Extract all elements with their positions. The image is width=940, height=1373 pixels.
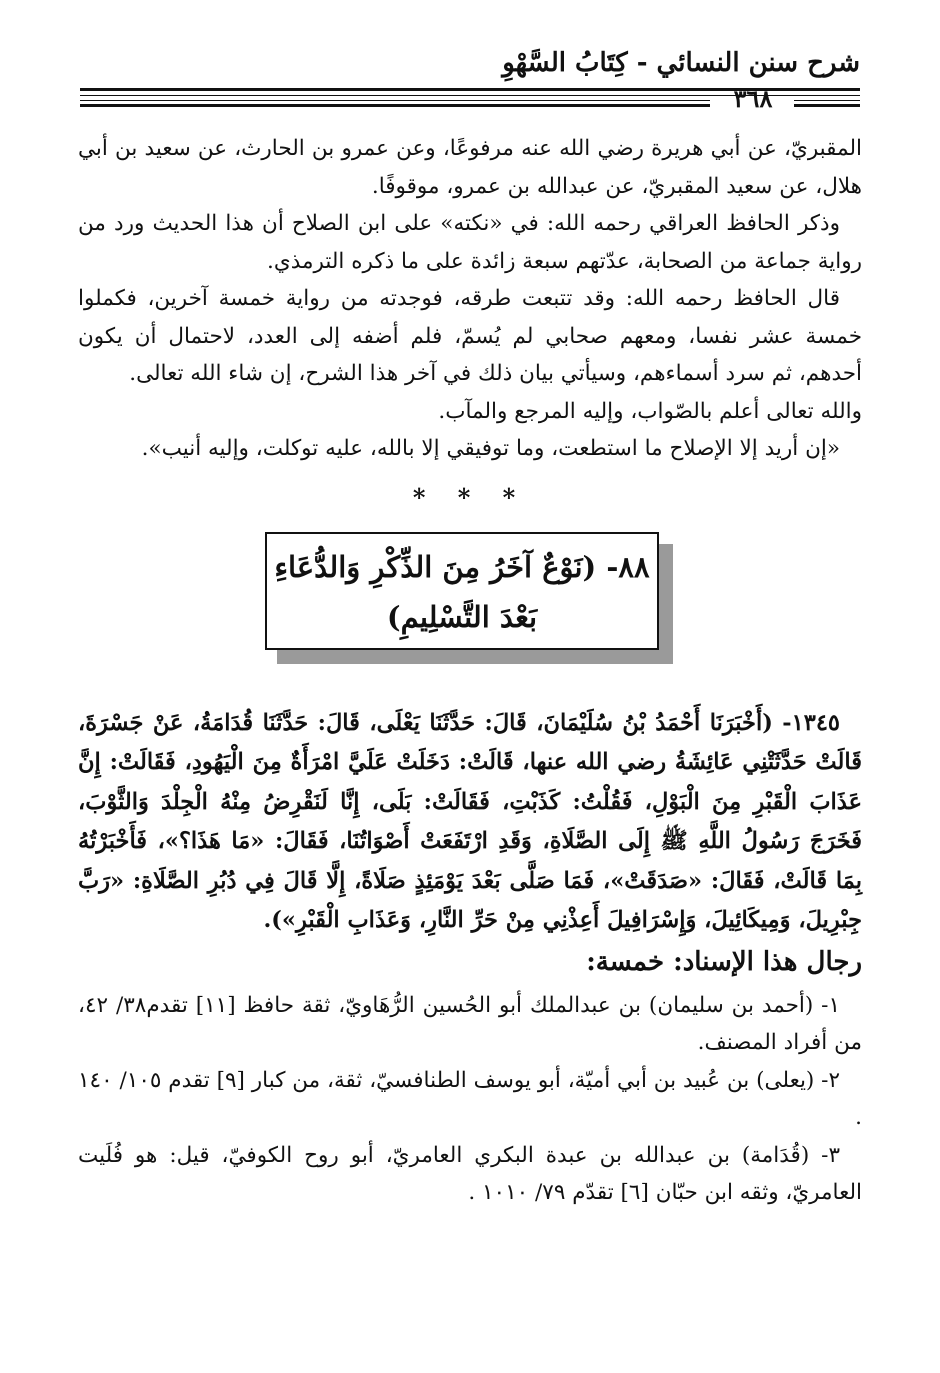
paragraph-1: المقبريّ، عن أبي هريرة رضي الله عنه مرفوعًا، وعن عمرو بن الحارث، عن سعيد بن أبي هلال، عن سعيد المقبريّ، عن عبدالله بن عمرو، موقوفًا. (78, 136, 862, 199)
header-rule-right-thin (794, 100, 860, 101)
chapter-title-box (265, 532, 675, 666)
paragraph-4: والله تعالى أعلم بالصّواب، وإليه المرجع والمآب. (438, 398, 862, 424)
paragraph-3: قال الحافظ رحمه الله: وقد تتبعت طرقه، فوجدته من رواية خمسة آخرين، فكملوا خمسة عشر نفسا، ومعهم صحابي لم يُسمّ، فلم أضفه إلى العدد، لاحتمال أن يكون أحدهم، ثم سرد أسماءهم، وسيأتي بيان ذلك في آخر هذا الشرح، إن شاء الله تعالى. (78, 286, 862, 386)
running-title: شرح سنن النسائي - كِتَابُ السَّهْوِ (502, 48, 860, 78)
narrator-list (78, 987, 862, 1212)
hadith-text: ١٣٤٥- (أَخْبَرَنَا أَحْمَدُ بْنُ سُلَيْمَانَ، قَالَ: حَدَّثَنَا يَعْلَى، قَالَ: حَدَّثَنَا قُدَامَةُ، عَنْ جَسْرَةَ، قَالَتْ حَدَّثَتْنِي عَائِشَةُ رضي الله عنها، قَالَتْ: دَخَلَتْ عَلَيَّ امْرَأَةٌ مِنَ الْيَهُودِ، فَقَالَتْ: إِنَّ عَذَابَ الْقَبْرِ مِنَ الْبَوْلِ، فَقُلْتُ: كَذَبْتِ، فَقَالَتْ: بَلَى، إِنَّا لَنَقْرِضُ مِنْهُ الْجِلْدَ وَالثَّوْبَ، فَخَرَجَ رَسُولُ اللَّهِ ﷺ إِلَى الصَّلَاةِ، وَقَدِ ارْتَفَعَتْ أَصْوَاتُنَا، فَقَالَ: «مَا هَذَا؟»، فَأَخْبَرْتُهُ بِمَا قَالَتْ، فَقَالَ: «صَدَقَتْ»، فَمَا صَلَّى بَعْدَ يَوْمَئِذٍ صَلَاةً، إِلَّا قَالَ فِي دُبُرِ الصَّلَاةِ: «رَبَّ جِبْرِيلَ، وَمِيكَائِيلَ، وَإِسْرَافِيلَ أَعِذْنِي مِنْ حَرِّ النَّارِ، وَعَذَابِ الْقَبْرِ»). (78, 709, 862, 933)
page-body (78, 130, 862, 1212)
header-rule-right-thick (794, 104, 860, 107)
page-header (80, 48, 860, 113)
paragraph-2: وذكر الحافظ العراقي رحمه الله: في «نكته» على ابن الصلاح أن هذا الحديث ورد من رواية جماعة من الصحابة، عدّتهم سبعة زائدة على ما ذكره الترمذي. (78, 211, 862, 274)
header-rule-left-thin (80, 100, 710, 101)
page-number: ٣٦٨ (733, 84, 773, 113)
header-rule-left-thick (80, 104, 710, 107)
narrator-item: ١- (أحمد بن سليمان) بن عبدالملك أبو الحُسين الرُّهَاويّ، ثقة حافظ [١١] تقدم٣٨/ ٤٢، من أفراد المصنف. (78, 992, 862, 1055)
narrator-item: ٢- (يعلى) بن عُبيد بن أبي أميّة، أبو يوسف الطنافسيّ، ثقة، من كبار [٩] تقدم ١٠٥/ ١٤٠ . (78, 1067, 862, 1130)
section-heading: رجال هذا الإسناد: خمسة: (586, 946, 862, 977)
paragraph-5: «إن أريد إلا الإصلاح ما استطعت، وما توفيقي إلا بالله، عليه توكلت، وإليه أنيب». (141, 436, 840, 461)
narrator-item: ٣- (قُدَامة) بن عبدالله بن عبدة البكري العامريّ، أبو روح الكوفيّ، قيل: هو فُلَيت العامريّ، وثقه ابن حبّان [٦] تقدّم ٧٩/ ١٠١٠ . (78, 1142, 862, 1205)
chapter-title-line-1: ٨٨- (نَوْعٌ آخَرُ مِنَ الذِّكْرِ وَالدُّعَاءِ (274, 549, 650, 584)
chapter-title (265, 532, 659, 650)
section-separator: * * * (412, 482, 528, 512)
chapter-title-line-2: بَعْدَ التَّسْلِيمِ) (386, 599, 538, 634)
